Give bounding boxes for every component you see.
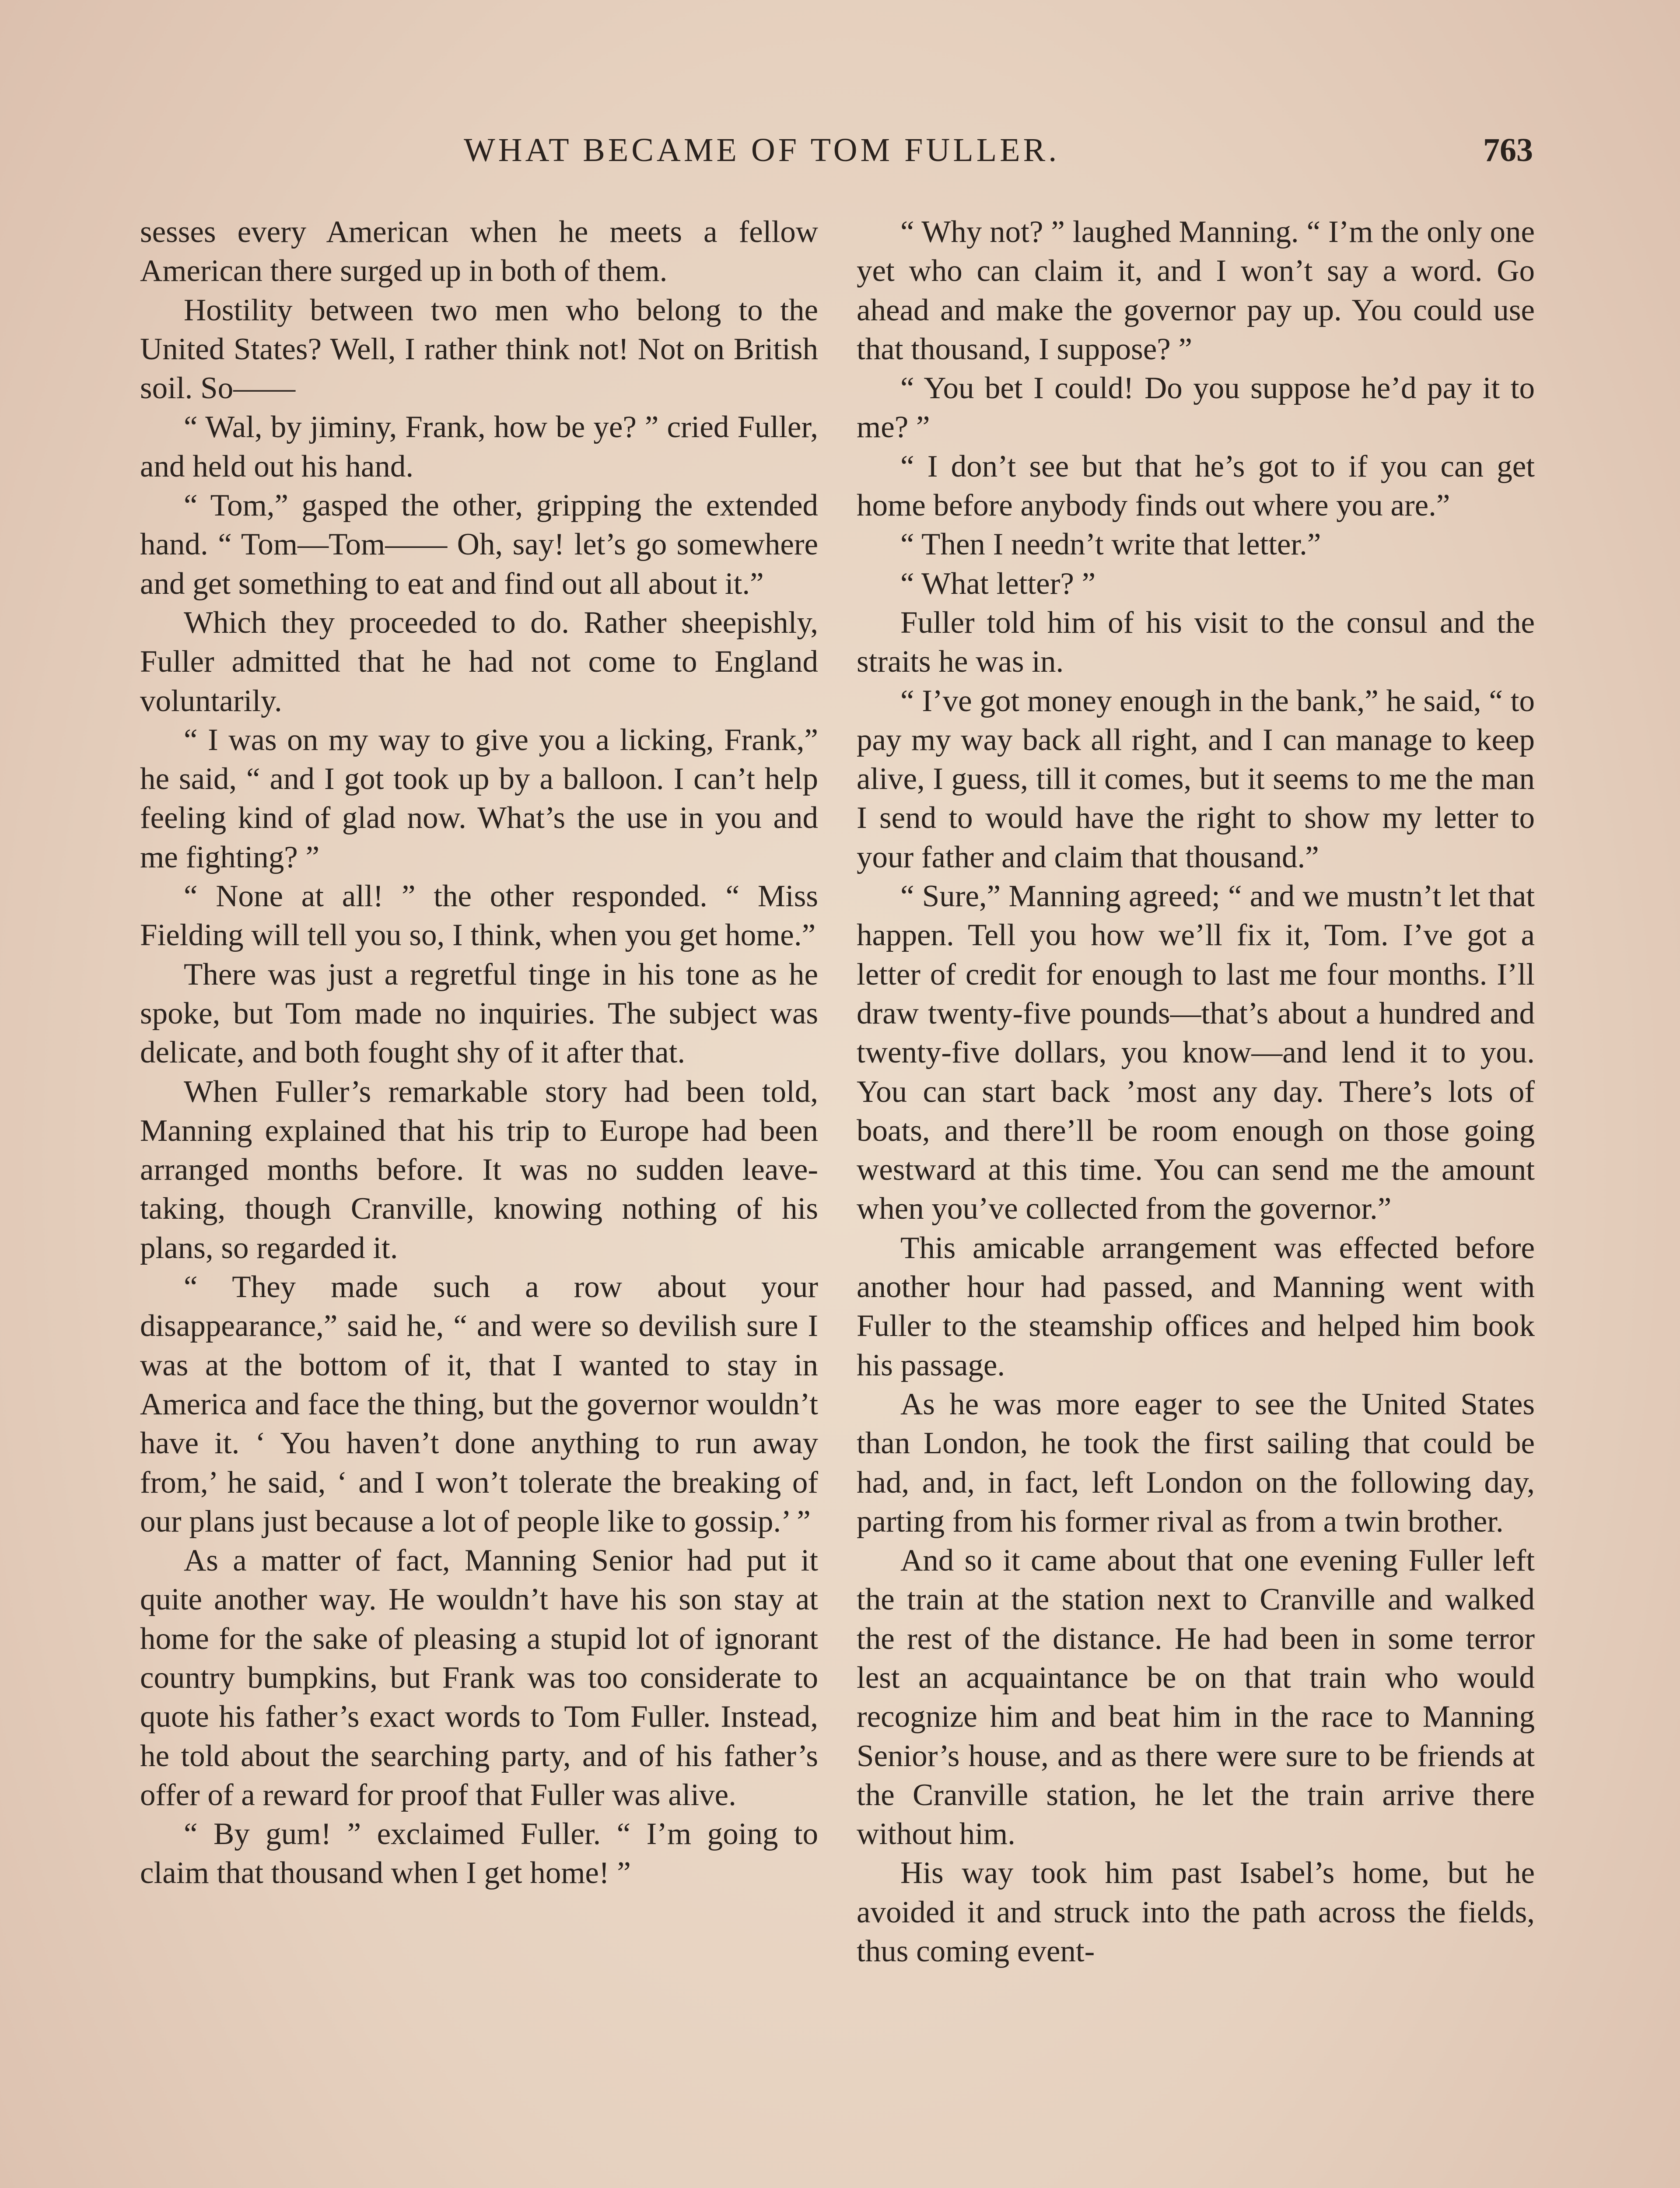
paragraph: Which they proceeded to do. Rather sheepishly, Fuller admitted that he had not come to England voluntarily. — [140, 605, 818, 718]
paragraph: When Fuller’s remarkable story had been told, Manning explained that his trip to Europe had been arranged months before. It was no sudden leave-taking, though Cranville, knowing nothing of his plans, so regarded it. — [140, 1074, 818, 1265]
paragraph: Hostility between two men who belong to the United States? Well, I rather think not! Not on British soil. So—— — [140, 293, 818, 406]
right-column — [857, 213, 1535, 1971]
page-number: 763 — [1483, 132, 1533, 168]
left-column — [140, 213, 818, 1893]
paragraph: His way took him past Isabel’s home, but he avoided it and struck into the path across the fields, thus coming event- — [857, 1856, 1535, 1969]
paragraph: “ Tom,” gasped the other, gripping the extended hand. “ Tom—Tom—— Oh, say! let’s go somewhere and get something to eat and find out all about it.” — [140, 488, 818, 601]
paragraph: As he was more eager to see the United States than London, he took the first sailing that could be had, and, in fact, left London on the following day, parting from his former rival as from a twin brother. — [857, 1387, 1535, 1539]
paragraph: And so it came about that one evening Fuller left the train at the station next to Cranville and walked the rest of the distance. He had been in some terror lest an acquaintance be on that train who would recognize him and beat him in the race to Manning Senior’s house, and as there were sure to be friends at the Cranville station, he let the train arrive there without him. — [857, 1543, 1535, 1851]
paragraph: Fuller told him of his visit to the consul and the straits he was in. — [857, 605, 1535, 679]
paragraph: “ What letter? ” — [900, 566, 1096, 601]
paragraph: sesses every American when he meets a fellow American there surged up in both of them. — [140, 215, 818, 288]
paragraph: “ I don’t see but that he’s got to if you can get home before anybody finds out where you are.” — [857, 449, 1535, 523]
paragraph: There was just a regretful tinge in his tone as he spoke, but Tom made no inquiries. The subject was delicate, and both fought shy of it after that. — [140, 957, 818, 1070]
paragraph: “ Why not? ” laughed Manning. “ I’m the only one yet who can claim it, and I won’t say a word. Go ahead and make the governor pay up. You could use that thousand, I suppose? ” — [857, 215, 1535, 366]
paragraph: “ By gum! ” exclaimed Fuller. “ I’m going to claim that thousand when I get home! ” — [140, 1817, 818, 1890]
paragraph: “ Sure,” Manning agreed; “ and we mustn’t let that happen. Tell you how we’ll fix it, Tom. I’ve got a letter of credit for enough to last me four months. I’ll draw twenty-five pounds—that’s about a hundred and twenty-five dollars, you know—and lend it to you. You can start back ’most any day. There’s lots of boats, and there’ll be room enough on those going westward at this time. You can send me the amount when you’ve collected from the governor.” — [857, 879, 1535, 1226]
paragraph: “ I was on my way to give you a licking, Frank,” he said, “ and I got took up by a balloon. I can’t help feeling kind of glad now. What’s the use in you and me fighting? ” — [140, 722, 818, 874]
paragraph: This amicable arrangement was effected before another hour had passed, and Manning went with Fuller to the steamship offices and helped him book his passage. — [857, 1231, 1535, 1382]
paragraph: As a matter of fact, Manning Senior had put it quite another way. He wouldn’t have his son stay at home for the sake of pleasing a stupid lot of ignorant country bumpkins, but Frank was too considerate to quote his father’s exact words to Tom Fuller. Instead, he told about the searching party, and of his father’s offer of a reward for proof that Fuller was alive. — [140, 1543, 818, 1812]
paragraph: “ I’ve got money enough in the bank,” he said, “ to pay my way back all right, and I can manage to keep alive, I guess, till it comes, but it seems to me the man I send to would have the right to show my letter to your father and claim that thousand.” — [857, 684, 1535, 874]
running-head: WHAT BECAME OF TOM FULLER. — [464, 132, 1060, 168]
paragraph: “ None at all! ” the other responded. “ Miss Fielding will tell you so, I think, when you get home.” — [140, 879, 818, 953]
paragraph: “ Then I needn’t write that letter.” — [900, 527, 1321, 562]
paragraph: “ Wal, by jiminy, Frank, how be ye? ” cried Fuller, and held out his hand. — [140, 410, 818, 484]
paragraph: “ You bet I could! Do you suppose he’d pay it to me? ” — [857, 371, 1535, 445]
paragraph: “ They made such a row about your disappearance,” said he, “ and were so devilish sure I was at the bottom of it, that I wanted to stay in America and face the thing, but the governor wouldn’t have it. ‘ You haven’t done anything to run away from,’ he said, ‘ and I won’t tolerate the breaking of our plans just because a lot of people like to gossip.’ ” — [140, 1270, 818, 1539]
